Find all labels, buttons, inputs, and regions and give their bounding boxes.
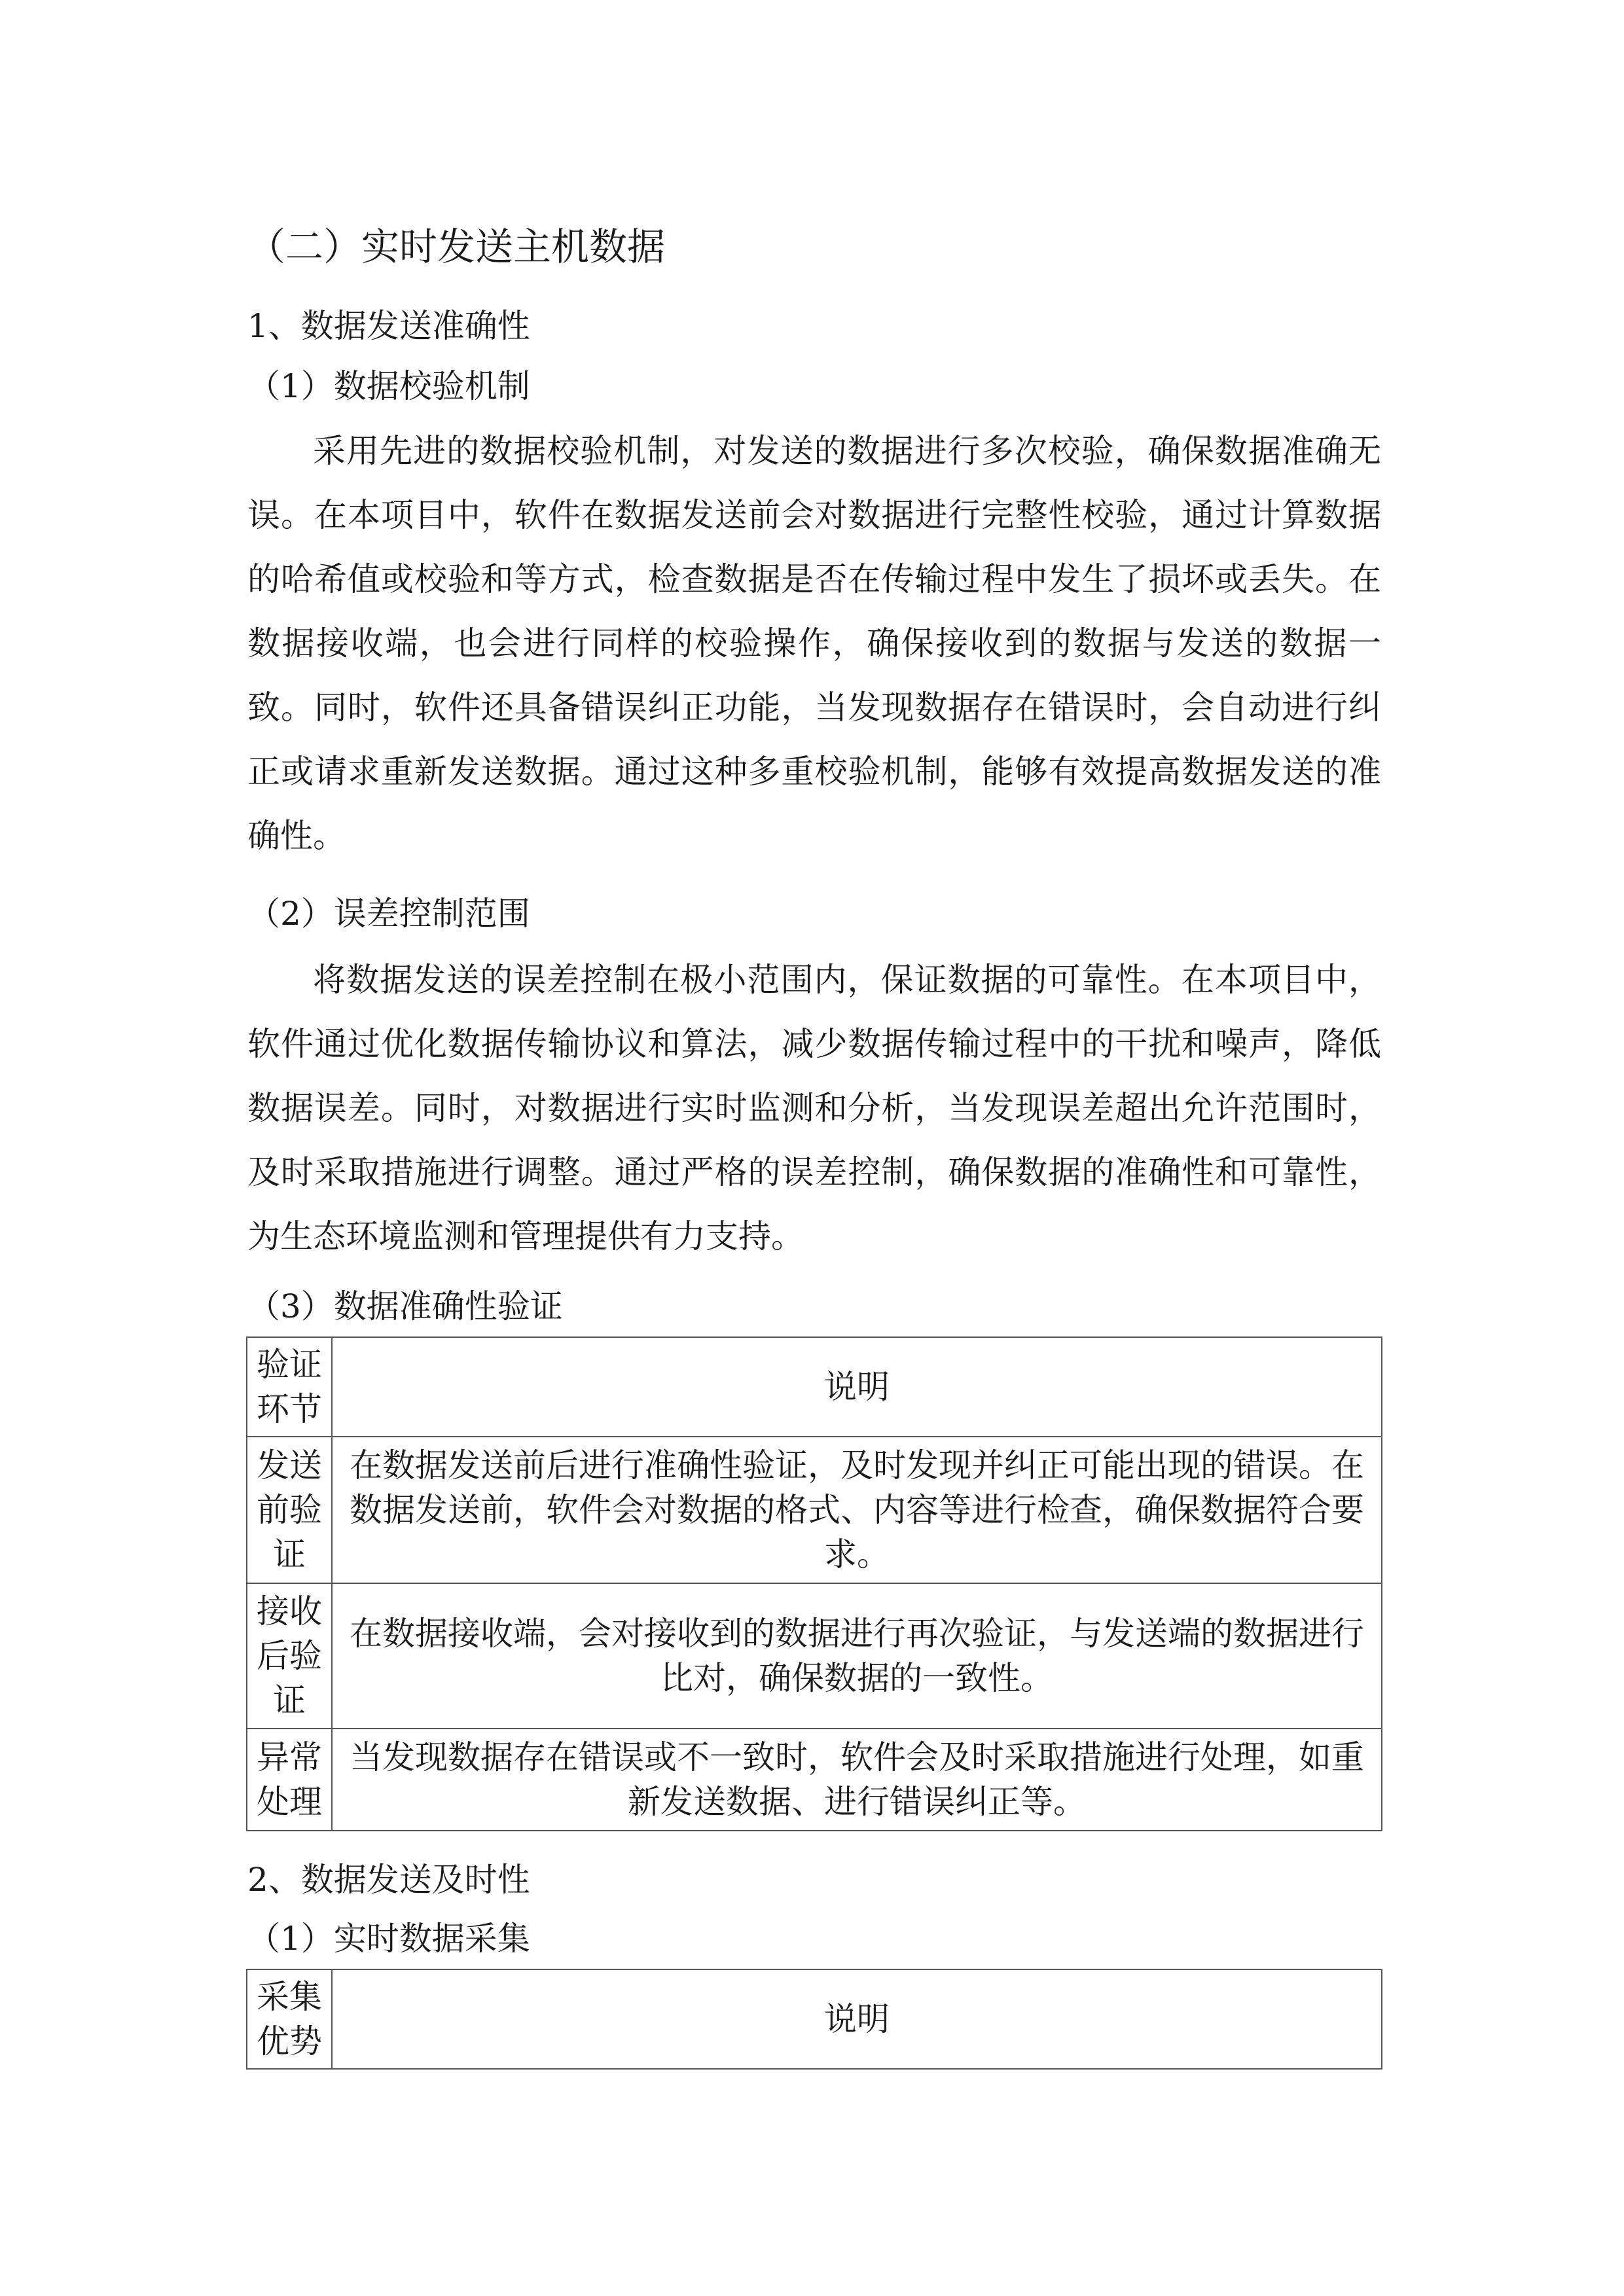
heading-1-2: （2）误差控制范围 [247,895,530,933]
table-header-cell: 说明 [332,1969,1382,2069]
table-cell-desc: 在数据接收端，会对接收到的数据进行再次验证，与发送端的数据进行比对，确保数据的一致性。 [332,1583,1382,1729]
table-cell-desc: 当发现数据存在错误或不一致时，软件会及时采取措施进行处理，如重新发送数据、进行错误纠正等。 [332,1729,1382,1831]
verification-table [246,1336,1382,1831]
table-cell-key: 异常处理 [247,1729,332,1831]
table-header-row [247,1969,1382,2069]
paragraph-1-1: 采用先进的数据校验机制，对发送的数据进行多次校验，确保数据准确无误。在本项目中，软件在数据发送前会对数据进行完整性校验，通过计算数据的哈希值或校验和等方式，检查数据是否在传输过程中发生了损坏或丢失。在数据接收端，也会进行同样的校验操作，确保接收到的数据与发送的数据一致。同时，软件还具备错误纠正功能，当发现数据存在错误时，会自动进行纠正或请求重新发送数据。通过这种多重校验机制，能够有效提高数据发送的准确性。 [247,432,1381,855]
table-header-cell: 说明 [332,1337,1382,1437]
table-header-cell: 验证环节 [247,1337,332,1437]
heading-1-3: （3）数据准确性验证 [247,1287,563,1325]
heading-2: 2、数据发送及时性 [247,1861,530,1899]
paragraph-1-2: 将数据发送的误差控制在极小范围内，保证数据的可靠性。在本项目中，软件通过优化数据传输协议和算法，减少数据传输过程中的干扰和噪声，降低数据误差。同时，对数据进行实时监测和分析，当发现误差超出允许范围时，及时采取措施进行调整。通过严格的误差控制，确保数据的准确性和可靠性，为生态环境监测和管理提供有力支持。 [247,961,1381,1255]
section-title: （二）实时发送主机数据 [247,224,666,269]
heading-1: 1、数据发送准确性 [247,307,530,345]
table-cell-key: 发送前验证 [247,1437,332,1583]
table-row [247,1437,1382,1583]
table-row [247,1729,1382,1831]
table-cell-key: 接收后验证 [247,1583,332,1729]
heading-2-1: （1）实时数据采集 [247,1920,530,1958]
table-header-row [247,1337,1382,1437]
collection-table [246,1969,1382,2070]
heading-1-1: （1）数据校验机制 [247,367,530,405]
table-row [247,1583,1382,1729]
table-header-cell: 采集优势 [247,1969,332,2069]
table-cell-desc: 在数据发送前后进行准确性验证，及时发现并纠正可能出现的错误。在数据发送前，软件会对数据的格式、内容等进行检查，确保数据符合要求。 [332,1437,1382,1583]
